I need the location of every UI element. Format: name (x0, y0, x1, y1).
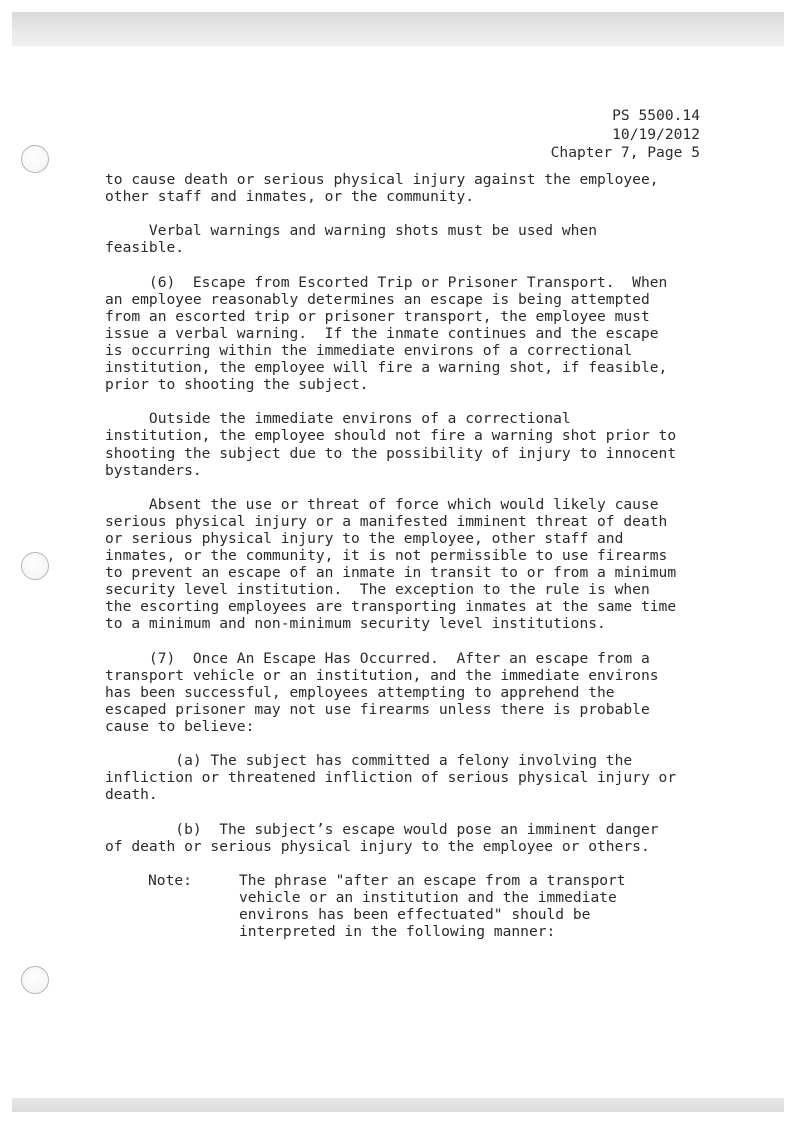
paragraph-item-b (105, 821, 705, 855)
text-line: Absent the use or threat of force which would likely cause (105, 495, 659, 513)
scan-edge-top (12, 12, 784, 46)
text-line: death. (105, 786, 158, 804)
text-line: shooting the subject due to the possibility of injury to innocent (105, 444, 677, 462)
text-line: transport vehicle or an institution, and the immediate environs (105, 666, 659, 684)
paragraph-section-7 (105, 650, 705, 735)
text-line: interpreted in the following manner: (239, 923, 556, 941)
document-body (105, 171, 705, 940)
document-number: PS 5500.14 (612, 107, 700, 124)
paragraph-minimum-security (105, 496, 705, 633)
text-line: to cause death or serious physical injury against the employee, (105, 171, 659, 188)
text-line: institution, the employee should not fire a warning shot prior to (105, 427, 677, 445)
text-line: prior to shooting the subject. (105, 376, 369, 394)
text-line: Verbal warnings and warning shots must be used when (105, 222, 598, 240)
text-line: other staff and inmates, or the community. (105, 188, 475, 206)
text-line: or serious physical injury to the employee, other staff and (105, 529, 624, 547)
page-header (551, 107, 700, 163)
text-line: of death or serious physical injury to the employee or others. (105, 837, 650, 855)
note-text (239, 872, 705, 940)
text-line: security level institution. The exception to the rule is when (105, 581, 650, 599)
text-line: (7) Once An Escape Has Occurred. After an escape from a (105, 649, 650, 667)
text-line: The phrase "after an escape from a transport (239, 871, 626, 889)
note-block (148, 872, 705, 940)
document-date: 10/19/2012 (612, 125, 700, 143)
text-line: (b) The subject’s escape would pose an imminent danger (105, 820, 659, 838)
paragraph-verbal-warnings (105, 222, 705, 256)
chapter-page-reference: Chapter 7, Page 5 (550, 144, 700, 161)
text-line: (a) The subject has committed a felony involving the (105, 752, 633, 770)
text-line: environs has been effectuated" should be (239, 906, 591, 924)
text-line: Outside the immediate environs of a correctional (105, 410, 571, 428)
paragraph-item-a (105, 752, 705, 803)
text-line: the escorting employees are transporting inmates at the same time (105, 598, 677, 616)
binder-hole-icon (21, 966, 49, 994)
text-line: infliction or threatened infliction of serious physical injury or (105, 769, 677, 787)
paragraph-continued (105, 171, 705, 205)
text-line: institution, the employee will fire a warning shot, if feasible, (105, 359, 668, 377)
text-line: issue a verbal warning. If the inmate continues and the escape (105, 324, 659, 342)
text-line: to prevent an escape of an inmate in transit to or from a minimum (105, 564, 677, 582)
text-line: inmates, or the community, it is not permissible to use firearms (105, 547, 668, 565)
text-line: escaped prisoner may not use firearms unless there is probable (105, 700, 650, 718)
text-line: (6) Escape from Escorted Trip or Prisoner Transport. When (105, 273, 668, 291)
paragraph-outside-environs (105, 410, 705, 478)
scan-edge-bottom (12, 1098, 784, 1112)
text-line: from an escorted trip or prisoner transport, the employee must (105, 307, 650, 325)
text-line: serious physical injury or a manifested imminent threat of death (105, 512, 668, 530)
text-line: feasible. (105, 239, 185, 257)
text-line: vehicle or an institution and the immediate (239, 888, 617, 906)
paragraph-section-6 (105, 274, 705, 394)
text-line: to a minimum and non-minimum security level institutions. (105, 615, 606, 633)
text-line: is occurring within the immediate environs of a correctional (105, 341, 633, 359)
text-line: bystanders. (105, 461, 202, 479)
text-line: an employee reasonably determines an escape is being attempted (105, 290, 650, 308)
text-line: has been successful, employees attempting to apprehend the (105, 683, 615, 701)
text-line: cause to believe: (105, 718, 255, 735)
binder-hole-icon (21, 552, 49, 580)
binder-hole-icon (21, 145, 49, 173)
note-label: Note: (148, 871, 192, 889)
